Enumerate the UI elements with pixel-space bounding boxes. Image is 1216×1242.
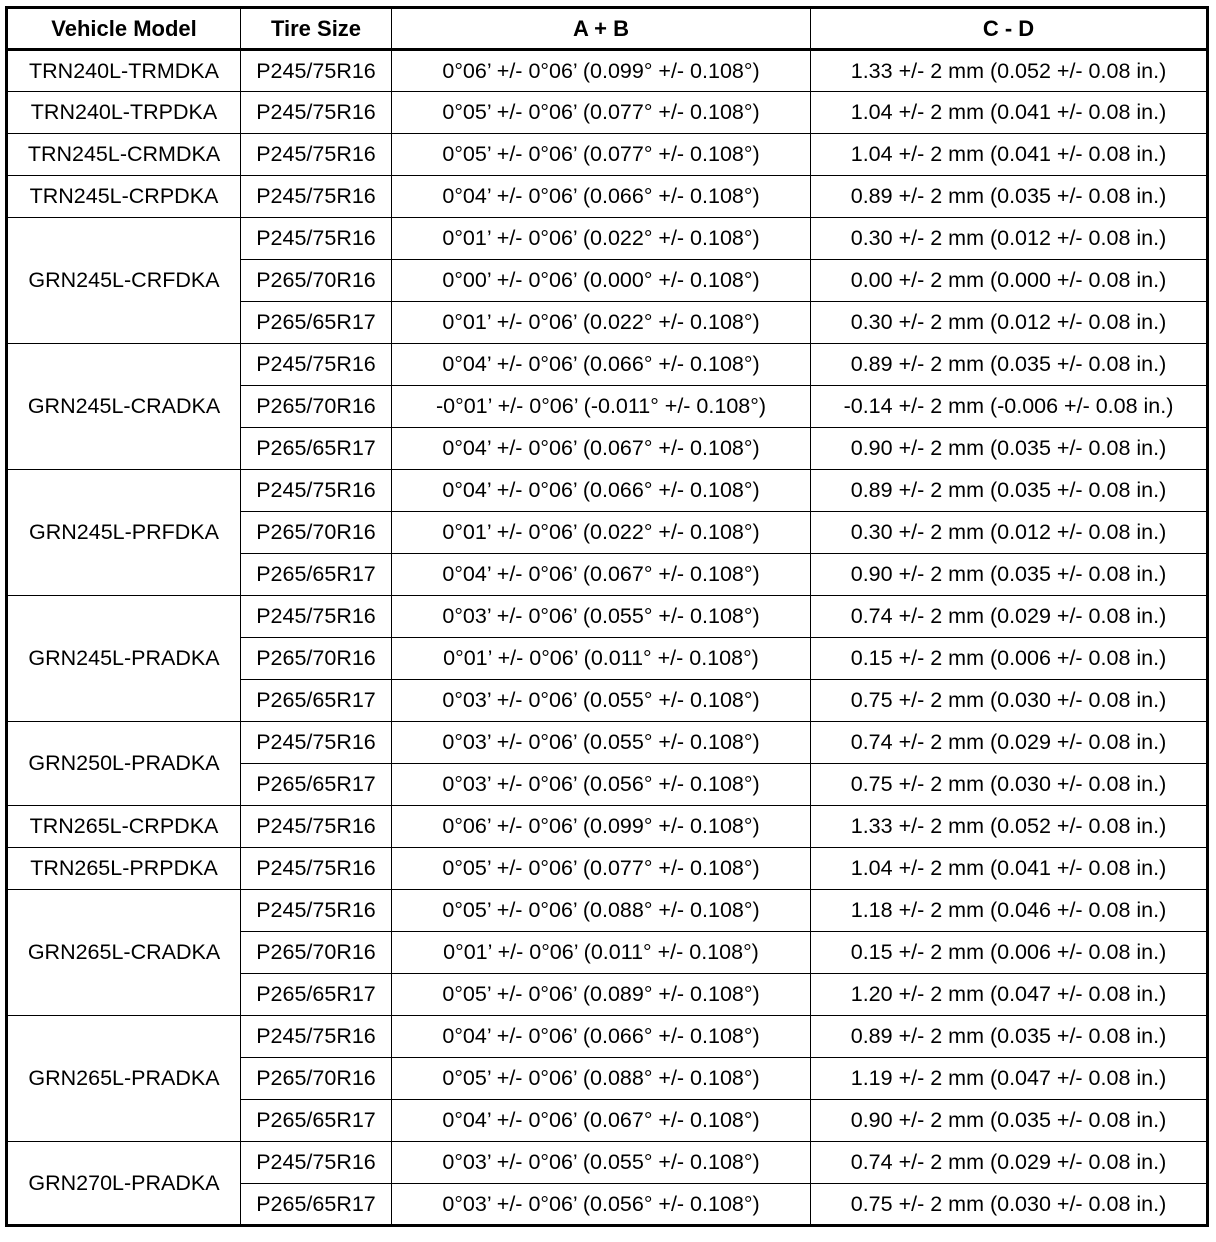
c-minus-d-cell: 0.74 +/- 2 mm (0.029 +/- 0.08 in.)	[811, 1142, 1208, 1184]
a-plus-b-cell: 0°03’ +/- 0°06’ (0.056° +/- 0.108°)	[392, 764, 811, 806]
a-plus-b-cell: 0°04’ +/- 0°06’ (0.067° +/- 0.108°)	[392, 554, 811, 596]
a-plus-b-cell: 0°06’ +/- 0°06’ (0.099° +/- 0.108°)	[392, 806, 811, 848]
header-tire-size: Tire Size	[241, 8, 392, 50]
table-row	[7, 806, 1208, 848]
tire-size-cell: P245/75R16	[241, 806, 392, 848]
c-minus-d-cell: 1.04 +/- 2 mm (0.041 +/- 0.08 in.)	[811, 92, 1208, 134]
c-minus-d-cell: 0.75 +/- 2 mm (0.030 +/- 0.08 in.)	[811, 680, 1208, 722]
a-plus-b-cell: 0°03’ +/- 0°06’ (0.055° +/- 0.108°)	[392, 722, 811, 764]
vehicle-model-cell: GRN265L-PRADKA	[7, 1016, 241, 1142]
tire-size-cell: P265/65R17	[241, 1100, 392, 1142]
c-minus-d-cell: 0.89 +/- 2 mm (0.035 +/- 0.08 in.)	[811, 176, 1208, 218]
a-plus-b-cell: 0°05’ +/- 0°06’ (0.077° +/- 0.108°)	[392, 92, 811, 134]
table-row	[7, 134, 1208, 176]
vehicle-model-cell: TRN245L-CRPDKA	[7, 176, 241, 218]
a-plus-b-cell: 0°04’ +/- 0°06’ (0.067° +/- 0.108°)	[392, 428, 811, 470]
a-plus-b-cell: 0°04’ +/- 0°06’ (0.066° +/- 0.108°)	[392, 1016, 811, 1058]
table-row	[7, 176, 1208, 218]
c-minus-d-cell: 1.04 +/- 2 mm (0.041 +/- 0.08 in.)	[811, 134, 1208, 176]
c-minus-d-cell: 0.75 +/- 2 mm (0.030 +/- 0.08 in.)	[811, 1184, 1208, 1226]
c-minus-d-cell: 0.30 +/- 2 mm (0.012 +/- 0.08 in.)	[811, 512, 1208, 554]
table-row	[7, 848, 1208, 890]
c-minus-d-cell: 0.30 +/- 2 mm (0.012 +/- 0.08 in.)	[811, 302, 1208, 344]
c-minus-d-cell: 0.15 +/- 2 mm (0.006 +/- 0.08 in.)	[811, 932, 1208, 974]
c-minus-d-cell: 1.19 +/- 2 mm (0.047 +/- 0.08 in.)	[811, 1058, 1208, 1100]
a-plus-b-cell: 0°01’ +/- 0°06’ (0.022° +/- 0.108°)	[392, 512, 811, 554]
header-c-minus-d: C - D	[811, 8, 1208, 50]
tire-size-cell: P245/75R16	[241, 848, 392, 890]
tire-size-cell: P245/75R16	[241, 1016, 392, 1058]
table-row	[7, 890, 1208, 932]
c-minus-d-cell: 0.74 +/- 2 mm (0.029 +/- 0.08 in.)	[811, 596, 1208, 638]
a-plus-b-cell: 0°05’ +/- 0°06’ (0.088° +/- 0.108°)	[392, 890, 811, 932]
c-minus-d-cell: 0.90 +/- 2 mm (0.035 +/- 0.08 in.)	[811, 428, 1208, 470]
tire-size-cell: P265/65R17	[241, 680, 392, 722]
table-row	[7, 218, 1208, 260]
table-body	[7, 50, 1208, 1226]
c-minus-d-cell: 0.90 +/- 2 mm (0.035 +/- 0.08 in.)	[811, 1100, 1208, 1142]
c-minus-d-cell: 0.75 +/- 2 mm (0.030 +/- 0.08 in.)	[811, 764, 1208, 806]
a-plus-b-cell: 0°03’ +/- 0°06’ (0.055° +/- 0.108°)	[392, 680, 811, 722]
table-row	[7, 344, 1208, 386]
a-plus-b-cell: 0°01’ +/- 0°06’ (0.022° +/- 0.108°)	[392, 302, 811, 344]
a-plus-b-cell: 0°04’ +/- 0°06’ (0.066° +/- 0.108°)	[392, 470, 811, 512]
vehicle-model-cell: GRN270L-PRADKA	[7, 1142, 241, 1226]
c-minus-d-cell: 0.15 +/- 2 mm (0.006 +/- 0.08 in.)	[811, 638, 1208, 680]
tire-size-cell: P245/75R16	[241, 890, 392, 932]
vehicle-model-cell: GRN245L-CRADKA	[7, 344, 241, 470]
tire-size-cell: P265/70R16	[241, 260, 392, 302]
c-minus-d-cell: 0.00 +/- 2 mm (0.000 +/- 0.08 in.)	[811, 260, 1208, 302]
a-plus-b-cell: -0°01’ +/- 0°06’ (-0.011° +/- 0.108°)	[392, 386, 811, 428]
vehicle-model-cell: TRN265L-CRPDKA	[7, 806, 241, 848]
c-minus-d-cell: 0.89 +/- 2 mm (0.035 +/- 0.08 in.)	[811, 1016, 1208, 1058]
vehicle-model-cell: TRN240L-TRPDKA	[7, 92, 241, 134]
header-vehicle-model: Vehicle Model	[7, 8, 241, 50]
c-minus-d-cell: 1.33 +/- 2 mm (0.052 +/- 0.08 in.)	[811, 50, 1208, 92]
vehicle-model-cell: GRN245L-PRFDKA	[7, 470, 241, 596]
c-minus-d-cell: -0.14 +/- 2 mm (-0.006 +/- 0.08 in.)	[811, 386, 1208, 428]
tire-size-cell: P245/75R16	[241, 176, 392, 218]
a-plus-b-cell: 0°01’ +/- 0°06’ (0.011° +/- 0.108°)	[392, 932, 811, 974]
tire-size-cell: P245/75R16	[241, 92, 392, 134]
c-minus-d-cell: 0.74 +/- 2 mm (0.029 +/- 0.08 in.)	[811, 722, 1208, 764]
a-plus-b-cell: 0°04’ +/- 0°06’ (0.066° +/- 0.108°)	[392, 176, 811, 218]
table-row	[7, 50, 1208, 92]
a-plus-b-cell: 0°06’ +/- 0°06’ (0.099° +/- 0.108°)	[392, 50, 811, 92]
a-plus-b-cell: 0°05’ +/- 0°06’ (0.077° +/- 0.108°)	[392, 134, 811, 176]
tire-size-cell: P265/70R16	[241, 512, 392, 554]
a-plus-b-cell: 0°03’ +/- 0°06’ (0.055° +/- 0.108°)	[392, 596, 811, 638]
alignment-spec-table	[5, 6, 1209, 1227]
a-plus-b-cell: 0°03’ +/- 0°06’ (0.056° +/- 0.108°)	[392, 1184, 811, 1226]
tire-size-cell: P245/75R16	[241, 50, 392, 92]
vehicle-model-cell: GRN265L-CRADKA	[7, 890, 241, 1016]
tire-size-cell: P265/70R16	[241, 638, 392, 680]
table-row	[7, 92, 1208, 134]
a-plus-b-cell: 0°03’ +/- 0°06’ (0.055° +/- 0.108°)	[392, 1142, 811, 1184]
vehicle-model-cell: GRN245L-PRADKA	[7, 596, 241, 722]
c-minus-d-cell: 1.20 +/- 2 mm (0.047 +/- 0.08 in.)	[811, 974, 1208, 1016]
tire-size-cell: P265/65R17	[241, 1184, 392, 1226]
header-row	[7, 8, 1208, 50]
tire-size-cell: P245/75R16	[241, 218, 392, 260]
vehicle-model-cell: TRN245L-CRMDKA	[7, 134, 241, 176]
a-plus-b-cell: 0°00’ +/- 0°06’ (0.000° +/- 0.108°)	[392, 260, 811, 302]
table-row	[7, 1016, 1208, 1058]
c-minus-d-cell: 1.33 +/- 2 mm (0.052 +/- 0.08 in.)	[811, 806, 1208, 848]
vehicle-model-cell: TRN265L-PRPDKA	[7, 848, 241, 890]
tire-size-cell: P265/70R16	[241, 932, 392, 974]
tire-size-cell: P245/75R16	[241, 470, 392, 512]
c-minus-d-cell: 1.04 +/- 2 mm (0.041 +/- 0.08 in.)	[811, 848, 1208, 890]
tire-size-cell: P265/65R17	[241, 428, 392, 470]
tire-size-cell: P265/70R16	[241, 1058, 392, 1100]
tire-size-cell: P245/75R16	[241, 1142, 392, 1184]
tire-size-cell: P265/65R17	[241, 302, 392, 344]
c-minus-d-cell: 1.18 +/- 2 mm (0.046 +/- 0.08 in.)	[811, 890, 1208, 932]
table-row	[7, 596, 1208, 638]
c-minus-d-cell: 0.89 +/- 2 mm (0.035 +/- 0.08 in.)	[811, 344, 1208, 386]
vehicle-model-cell: GRN250L-PRADKA	[7, 722, 241, 806]
tire-size-cell: P265/65R17	[241, 974, 392, 1016]
a-plus-b-cell: 0°04’ +/- 0°06’ (0.067° +/- 0.108°)	[392, 1100, 811, 1142]
a-plus-b-cell: 0°05’ +/- 0°06’ (0.089° +/- 0.108°)	[392, 974, 811, 1016]
vehicle-model-cell: TRN240L-TRMDKA	[7, 50, 241, 92]
tire-size-cell: P245/75R16	[241, 596, 392, 638]
table-row	[7, 470, 1208, 512]
vehicle-model-cell: GRN245L-CRFDKA	[7, 218, 241, 344]
tire-size-cell: P265/65R17	[241, 554, 392, 596]
a-plus-b-cell: 0°01’ +/- 0°06’ (0.022° +/- 0.108°)	[392, 218, 811, 260]
tire-size-cell: P265/70R16	[241, 386, 392, 428]
header-a-plus-b: A + B	[392, 8, 811, 50]
c-minus-d-cell: 0.90 +/- 2 mm (0.035 +/- 0.08 in.)	[811, 554, 1208, 596]
tire-size-cell: P265/65R17	[241, 764, 392, 806]
tire-size-cell: P245/75R16	[241, 344, 392, 386]
a-plus-b-cell: 0°05’ +/- 0°06’ (0.088° +/- 0.108°)	[392, 1058, 811, 1100]
c-minus-d-cell: 0.30 +/- 2 mm (0.012 +/- 0.08 in.)	[811, 218, 1208, 260]
a-plus-b-cell: 0°01’ +/- 0°06’ (0.011° +/- 0.108°)	[392, 638, 811, 680]
table-row	[7, 722, 1208, 764]
tire-size-cell: P245/75R16	[241, 134, 392, 176]
c-minus-d-cell: 0.89 +/- 2 mm (0.035 +/- 0.08 in.)	[811, 470, 1208, 512]
a-plus-b-cell: 0°05’ +/- 0°06’ (0.077° +/- 0.108°)	[392, 848, 811, 890]
table-row	[7, 1142, 1208, 1184]
a-plus-b-cell: 0°04’ +/- 0°06’ (0.066° +/- 0.108°)	[392, 344, 811, 386]
tire-size-cell: P245/75R16	[241, 722, 392, 764]
